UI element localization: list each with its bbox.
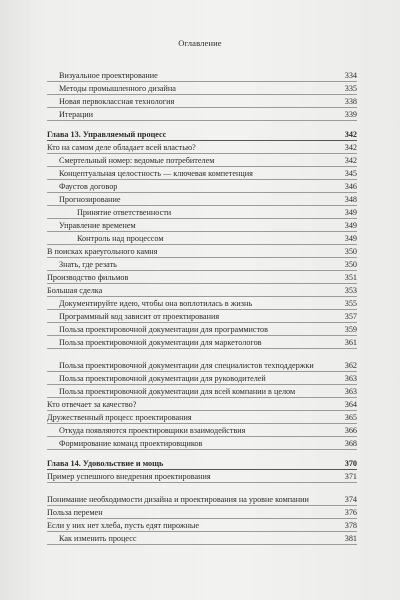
toc-entry <box>47 193 357 206</box>
toc-entry-page: 378 <box>344 521 357 530</box>
toc-entry <box>47 336 357 349</box>
toc-entry-title: В поисках краеугольного камня <box>47 247 158 256</box>
toc-entry <box>47 437 357 450</box>
toc-entry-title: Польза перемен <box>47 508 103 517</box>
toc-entry-page: 361 <box>344 338 357 347</box>
toc-entry-title: Польза проектировочной документации для маркетологов <box>59 338 262 347</box>
toc-entry-title: Управление временем <box>59 221 136 230</box>
toc-entry-title: Прогнозирование <box>59 195 121 204</box>
toc-entry-title: Концептуальная целостность — ключевая компетенция <box>59 169 253 178</box>
running-head: Оглавление <box>178 38 222 48</box>
toc-entry-title: Откуда появляются проектировщики взаимодействия <box>59 426 246 435</box>
toc-entry <box>47 232 357 245</box>
toc-entry-page: 357 <box>344 312 357 321</box>
toc-entry <box>47 297 357 310</box>
toc-entry <box>47 258 357 271</box>
toc-entry-page: 342 <box>344 143 357 152</box>
toc-entry-title: Производство фильмов <box>47 273 129 282</box>
toc-entry-page: 339 <box>344 110 357 119</box>
table-of-contents <box>47 69 357 545</box>
toc-entry-page: 350 <box>344 260 357 269</box>
toc-entry-title: Фаустов договор <box>59 182 118 191</box>
toc-entry <box>47 349 357 372</box>
toc-entry <box>47 95 357 108</box>
toc-entry <box>47 519 357 532</box>
toc-entry-page: 363 <box>344 387 357 396</box>
toc-entry-page: 335 <box>344 84 357 93</box>
toc-entry <box>47 206 357 219</box>
toc-entry <box>47 167 357 180</box>
toc-entry-page: 334 <box>344 71 357 80</box>
toc-entry-page: 348 <box>344 195 357 204</box>
toc-entry <box>47 470 357 483</box>
toc-chapter-entry <box>47 456 357 470</box>
toc-entry-page: 349 <box>344 234 357 243</box>
toc-entry-title: Глава 14. Удовольствие и мощь <box>47 459 164 468</box>
toc-entry <box>47 310 357 323</box>
toc-entry-page: 370 <box>344 459 357 468</box>
toc-entry-page: 346 <box>344 182 357 191</box>
toc-entry-title: Польза проектировочной документации для специалистов техподдержки <box>59 361 314 370</box>
toc-entry-page: 342 <box>344 156 357 165</box>
toc-entry-page: 374 <box>344 495 357 504</box>
toc-entry <box>47 372 357 385</box>
toc-entry <box>47 424 357 437</box>
toc-entry-page: 381 <box>344 534 357 543</box>
toc-entry-title: Принятие ответственности <box>77 208 172 217</box>
toc-entry-title: Пример успешного внедрения проектирования <box>47 472 211 481</box>
toc-entry-page: 350 <box>344 247 357 256</box>
toc-entry-page: 351 <box>344 273 357 282</box>
toc-entry-page: 338 <box>344 97 357 106</box>
toc-entry <box>47 154 357 167</box>
toc-entry-page: 368 <box>344 439 357 448</box>
toc-entry-page: 376 <box>344 508 357 517</box>
toc-entry <box>47 69 357 82</box>
toc-entry-page: 353 <box>344 286 357 295</box>
toc-entry-title: Глава 13. Управляемый процесс <box>47 130 167 139</box>
toc-entry-page: 366 <box>344 426 357 435</box>
toc-entry-title: Кто отвечает за качество? <box>47 400 137 409</box>
toc-entry <box>47 385 357 398</box>
toc-entry-page: 364 <box>344 400 357 409</box>
toc-entry-page: 359 <box>344 325 357 334</box>
toc-entry <box>47 483 357 506</box>
toc-entry-title: Документируйте идею, чтобы она воплотилась в жизнь <box>59 299 253 308</box>
toc-entry <box>47 323 357 336</box>
toc-entry-title: Смертельный номер: ведомые потребителем <box>59 156 215 165</box>
toc-entry <box>47 506 357 519</box>
toc-entry-title: Формирование команд проектировщиков <box>59 439 203 448</box>
toc-entry-title: Новая первоклассная технология <box>59 97 175 106</box>
toc-entry-page: 362 <box>344 361 357 370</box>
toc-entry <box>47 284 357 297</box>
toc-entry-title: Большая сделка <box>47 286 103 295</box>
toc-entry <box>47 180 357 193</box>
toc-entry <box>47 411 357 424</box>
toc-entry <box>47 271 357 284</box>
toc-entry-page: 355 <box>344 299 357 308</box>
toc-entry-title: Польза проектировочной документации для руководителей <box>59 374 266 383</box>
toc-entry-page: 342 <box>344 130 357 139</box>
toc-entry-title: Как изменить процесс <box>59 534 137 543</box>
toc-entry-page: 365 <box>344 413 357 422</box>
toc-entry-title: Итерации <box>59 110 93 119</box>
toc-entry <box>47 219 357 232</box>
toc-entry <box>47 141 357 154</box>
toc-entry-title: Методы промышленного дизайна <box>59 84 176 93</box>
toc-entry-page: 371 <box>344 472 357 481</box>
toc-entry-title: Контроль над процессом <box>77 234 164 243</box>
toc-entry-title: Знать, где резать <box>59 260 117 269</box>
toc-entry-title: Понимание необходимости дизайна и проектирования на уровне компании <box>47 495 309 504</box>
toc-entry-title: Кто на самом деле обладает всей властью? <box>47 143 196 152</box>
toc-entry-page: 349 <box>344 221 357 230</box>
toc-entry <box>47 245 357 258</box>
toc-entry-title: Польза проектировочной документации для всей компании в целом <box>59 387 296 396</box>
toc-entry <box>47 398 357 411</box>
toc-entry-title: Польза проектировочной документации для программистов <box>59 325 269 334</box>
toc-chapter-entry <box>47 127 357 141</box>
toc-entry-page: 349 <box>344 208 357 217</box>
toc-entry-title: Дружественный процесс проектирования <box>47 413 192 422</box>
toc-entry-page: 345 <box>344 169 357 178</box>
toc-entry-title: Визуальное проектирование <box>59 71 158 80</box>
toc-entry <box>47 108 357 121</box>
toc-entry <box>47 82 357 95</box>
toc-entry-title: Программный код зависит от проектирования <box>59 312 220 321</box>
toc-entry-page: 363 <box>344 374 357 383</box>
toc-entry <box>47 532 357 545</box>
toc-entry-title: Если у них нет хлеба, пусть едят пирожные <box>47 521 200 530</box>
